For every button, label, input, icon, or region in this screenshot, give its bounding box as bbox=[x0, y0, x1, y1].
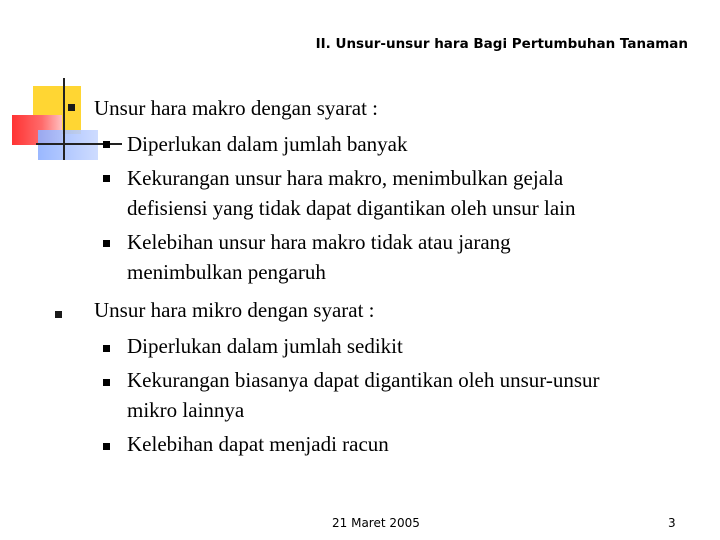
deco-blue-bar bbox=[38, 130, 98, 160]
sub-item-text: Kekurangan unsur hara makro, menimbulkan gejala bbox=[127, 166, 564, 190]
list-item-text: Unsur hara makro dengan syarat : bbox=[94, 96, 378, 120]
page-number: 3 bbox=[668, 516, 676, 530]
sub-item-text: defisiensi yang tidak dapat digantikan oleh unsur lain bbox=[127, 196, 576, 220]
sub-item-text: Kelebihan dapat menjadi racun bbox=[127, 432, 389, 456]
sub-item-text: Kekurangan biasanya dapat digantikan oleh unsur-unsur bbox=[127, 368, 600, 392]
sub-item-text: mikro lainnya bbox=[127, 398, 245, 422]
square-bullet-icon bbox=[103, 175, 110, 182]
sub-item-text: Kelebihan unsur hara makro tidak atau jarang bbox=[127, 230, 511, 254]
square-bullet-icon bbox=[68, 104, 75, 111]
sub-item-text: Diperlukan dalam jumlah banyak bbox=[127, 132, 408, 156]
square-bullet-icon bbox=[103, 240, 110, 247]
list-item-text: Unsur hara mikro dengan syarat : bbox=[94, 298, 375, 322]
square-bullet-icon bbox=[103, 345, 110, 352]
sub-item-text: menimbulkan pengaruh bbox=[127, 260, 326, 284]
sub-item-text: Diperlukan dalam jumlah sedikit bbox=[127, 334, 403, 358]
deco-vertical-line bbox=[63, 78, 65, 160]
square-bullet-icon bbox=[103, 141, 110, 148]
square-bullet-icon bbox=[103, 443, 110, 450]
footer-date: 21 Maret 2005 bbox=[332, 516, 420, 530]
square-bullet-icon bbox=[55, 311, 62, 318]
slide-title: II. Unsur-unsur hara Bagi Pertumbuhan Tanaman bbox=[315, 36, 688, 52]
square-bullet-icon bbox=[103, 379, 110, 386]
